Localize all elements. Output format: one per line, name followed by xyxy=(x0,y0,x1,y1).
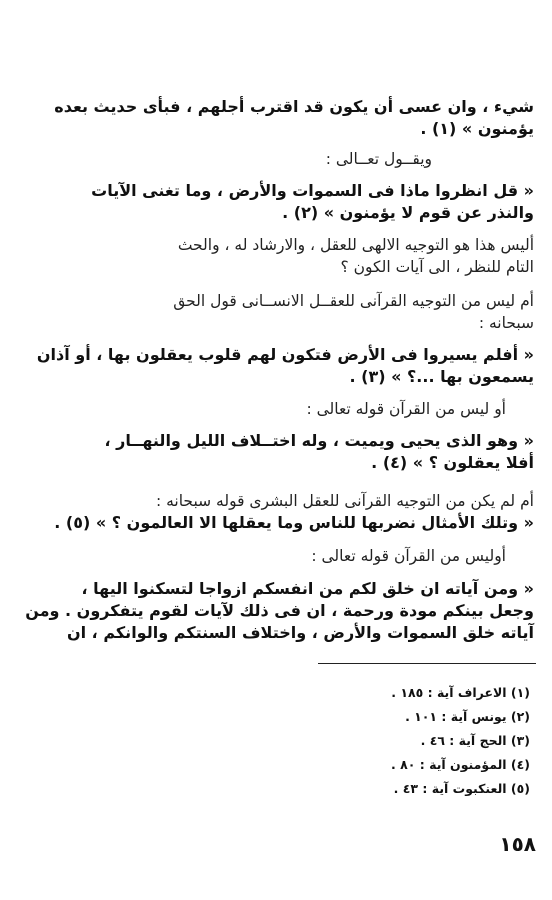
footnote: (٣) الحج آية : ٤٦ . xyxy=(420,733,530,748)
text-line: سبحانه : xyxy=(478,314,534,332)
text-line: « قل انظروا ماذا فى السموات والأرض ، وما تغنى الآيات xyxy=(91,181,534,200)
footnote-divider xyxy=(318,663,536,664)
footnote: (٤) المؤمنون آية : ٨٠ . xyxy=(391,757,530,772)
text-line: آياته خلق السموات والأرض ، واختلاف السنتكم والوانكم ، ان xyxy=(66,623,534,642)
text-line: أليس هذا هو التوجيه الالهى للعقل ، والارشاد له ، والحث xyxy=(177,236,534,254)
text-line: شيء ، وان عسى أن يكون قد اقترب أجلهم ، فبأى حديث بعده xyxy=(54,97,534,116)
footnote: (٥) العنكبوت آية : ٤٣ . xyxy=(393,781,530,796)
footnote: (١) الاعراف آية : ١٨٥ . xyxy=(391,685,530,700)
text-line: يؤمنون » (١) . xyxy=(420,119,534,138)
text-line: أوليس من القرآن قوله تعالى : xyxy=(311,547,506,565)
text-line: أم ليس من التوجيه القرآنى للعقــل الانســانى قول الحق xyxy=(173,292,534,310)
page-number: ١٥٨ xyxy=(499,832,536,856)
text-line: « ومن آياته ان خلق لكم من انفسكم ازواجا لتسكنوا اليها ، xyxy=(81,579,534,598)
text-line: « أفلم يسيروا فى الأرض فتكون لهم قلوب يعقلون بها ، أو آذان xyxy=(36,345,534,364)
text-line: ويقــول تعــالى : xyxy=(325,150,432,168)
text-line: أم لم يكن من التوجيه القرآنى للعقل البشرى قوله سبحانه : xyxy=(155,492,534,510)
footnote: (٢) يونس آية : ١٠١ . xyxy=(405,709,530,724)
text-line: والنذر عن قوم لا يؤمنون » (٢) . xyxy=(282,203,534,222)
text-line: يسمعون بها ...؟ » (٣) . xyxy=(349,367,534,386)
text-line: أو ليس من القرآن قوله تعالى : xyxy=(306,400,506,418)
text-line: « وهو الذى يحيى ويميت ، وله اختــلاف الليل والنهــار ، xyxy=(104,431,534,450)
text-line: وجعل بينكم مودة ورحمة ، ان فى ذلك لآيات لقوم يتفكرون . ومن xyxy=(25,601,534,620)
text-line: التام للنظر ، الى آيات الكون ؟ xyxy=(340,258,534,276)
text-line: أفلا يعقلون ؟ » (٤) . xyxy=(371,453,534,472)
text-line: « وتلك الأمثال نضربها للناس وما يعقلها الا العالمون ؟ » (٥) . xyxy=(54,513,534,532)
